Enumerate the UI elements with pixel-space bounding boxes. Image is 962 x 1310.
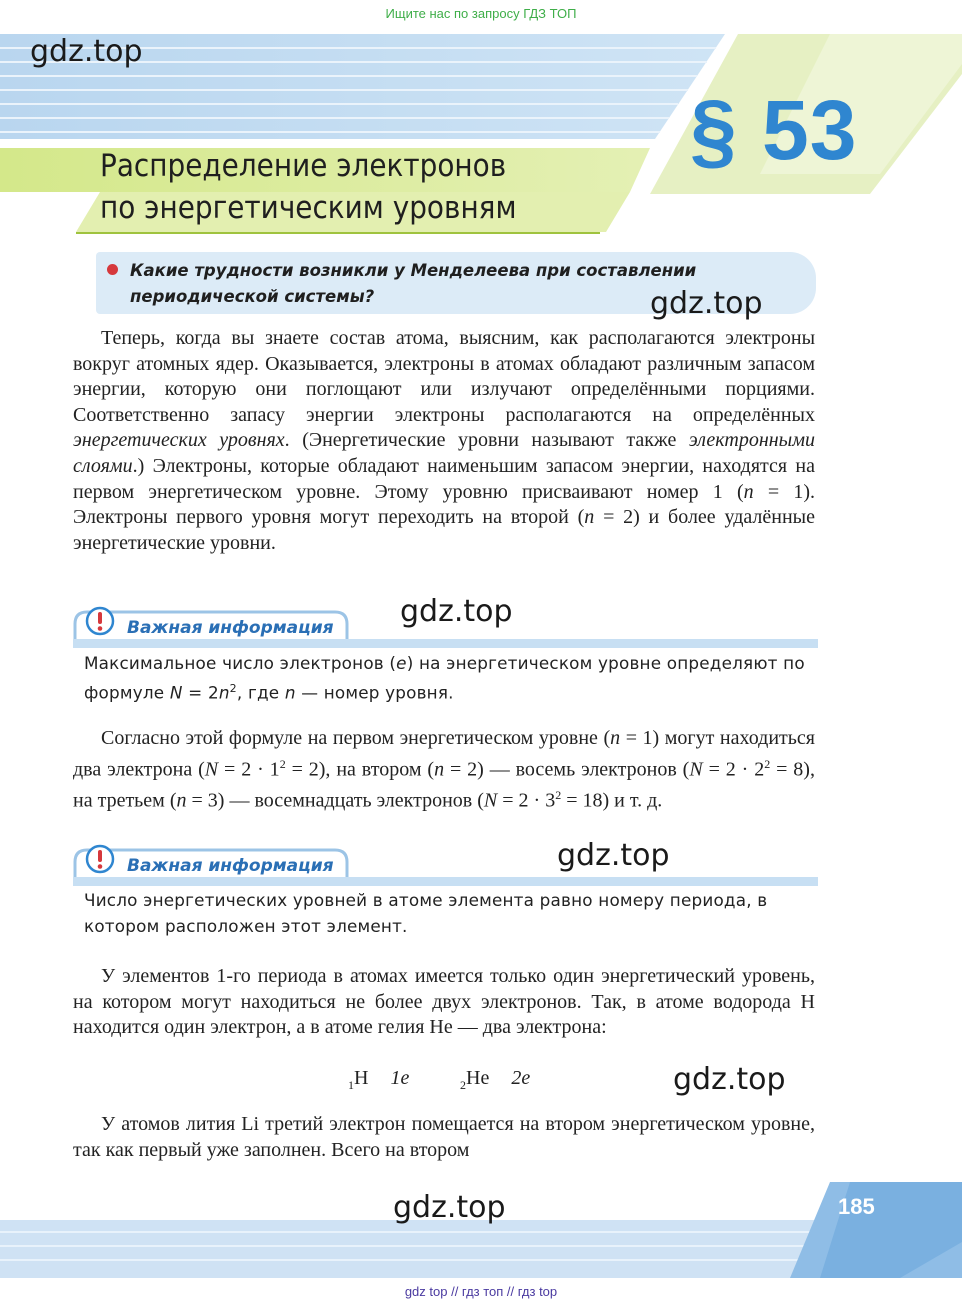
- page-number: 185: [838, 1194, 875, 1219]
- info-title-1: Важная информация: [127, 618, 334, 638]
- helium-config: $_2$He 2e: [460, 1067, 531, 1092]
- watermark: gdz.top: [393, 1190, 506, 1225]
- paragraph-first-period: У элементов 1-го периода в атомах имеется только один энергетический уровень, на котором могут находиться не более двух электронов. Так, в атоме водорода H находится один электрон, а в атоме гелия He — два электрона:: [73, 965, 815, 1039]
- exclamation-icon: [85, 606, 115, 636]
- info-text-1: Максимальное число электронов (e) на энергетическом уровне определяют по формуле $N = 2n^2$, где n — номер уровня.: [84, 653, 805, 703]
- bottom-links[interactable]: gdz top // гдз топ // гдз top: [404, 1284, 558, 1299]
- paragraph-energy-levels: Теперь, когда вы знаете состав атома, выясним, как располагаются электроны вокруг атомных ядер. Оказывается, электроны в атомах обладают различным запасом энергии, которую они поглощают или излучают определёнными порциями. Соответственно запасу энергии электроны располагаются на определённых энергетических уровнях. (Энергетические уровни называют также электронными слоями.) Электроны, которые обладают наименьшим запасом энергии, находятся на первом энергетическом уровне. Этому уровню присваивают номер 1 (n = 1). Электроны первого уровня могут переходить на второй (n = 2) и более удалённые энергетические уровни.: [73, 327, 815, 554]
- paragraph-lithium: У атомов лития Li третий электрон помещается на втором энергетическом уровне, так как первый уже заполнен. Всего на втором: [73, 1113, 815, 1161]
- hydrogen-config: $_1$H 1e: [348, 1067, 410, 1092]
- info-text-2: Число энергетических уровней в атоме элемента равно номеру периода, в котором расположен этот элемент.: [84, 890, 768, 936]
- question-line1: Какие трудности возникли у Менделеева при составлении: [130, 261, 697, 280]
- watermark: gdz.top: [557, 838, 670, 873]
- watermark: gdz.top: [400, 594, 513, 629]
- question-line2: периодической системы?: [130, 287, 375, 306]
- chapter-title-line2: по энергетическим уровням: [100, 190, 517, 226]
- chapter-title-line1: Распределение электронов: [100, 148, 507, 184]
- watermark: gdz.top: [650, 286, 763, 321]
- watermark: gdz.top: [673, 1062, 786, 1097]
- info-title-2: Важная информация: [127, 856, 334, 876]
- top-search-banner[interactable]: Ищите нас по запросу ГДЗ ТОП: [385, 6, 577, 21]
- bullet-dot-icon: [107, 264, 118, 275]
- exclamation-icon: [85, 844, 115, 874]
- section-number: § 53: [690, 83, 858, 177]
- watermark: gdz.top: [30, 34, 143, 69]
- paragraph-formula-examples: Согласно этой формуле на первом энергетическом уровне (n = 1) могут находиться два электрона $(N = 2 \cdot 1^2 = 2)$, на втором (n = 2) — восемь электронов $(N = 2 \cdot 2^2 = 8)$, на третьем (n = 3) — восемнадцать электронов $(N = 2 \cdot 3^2 = 18)$ и т. д.: [73, 727, 815, 812]
